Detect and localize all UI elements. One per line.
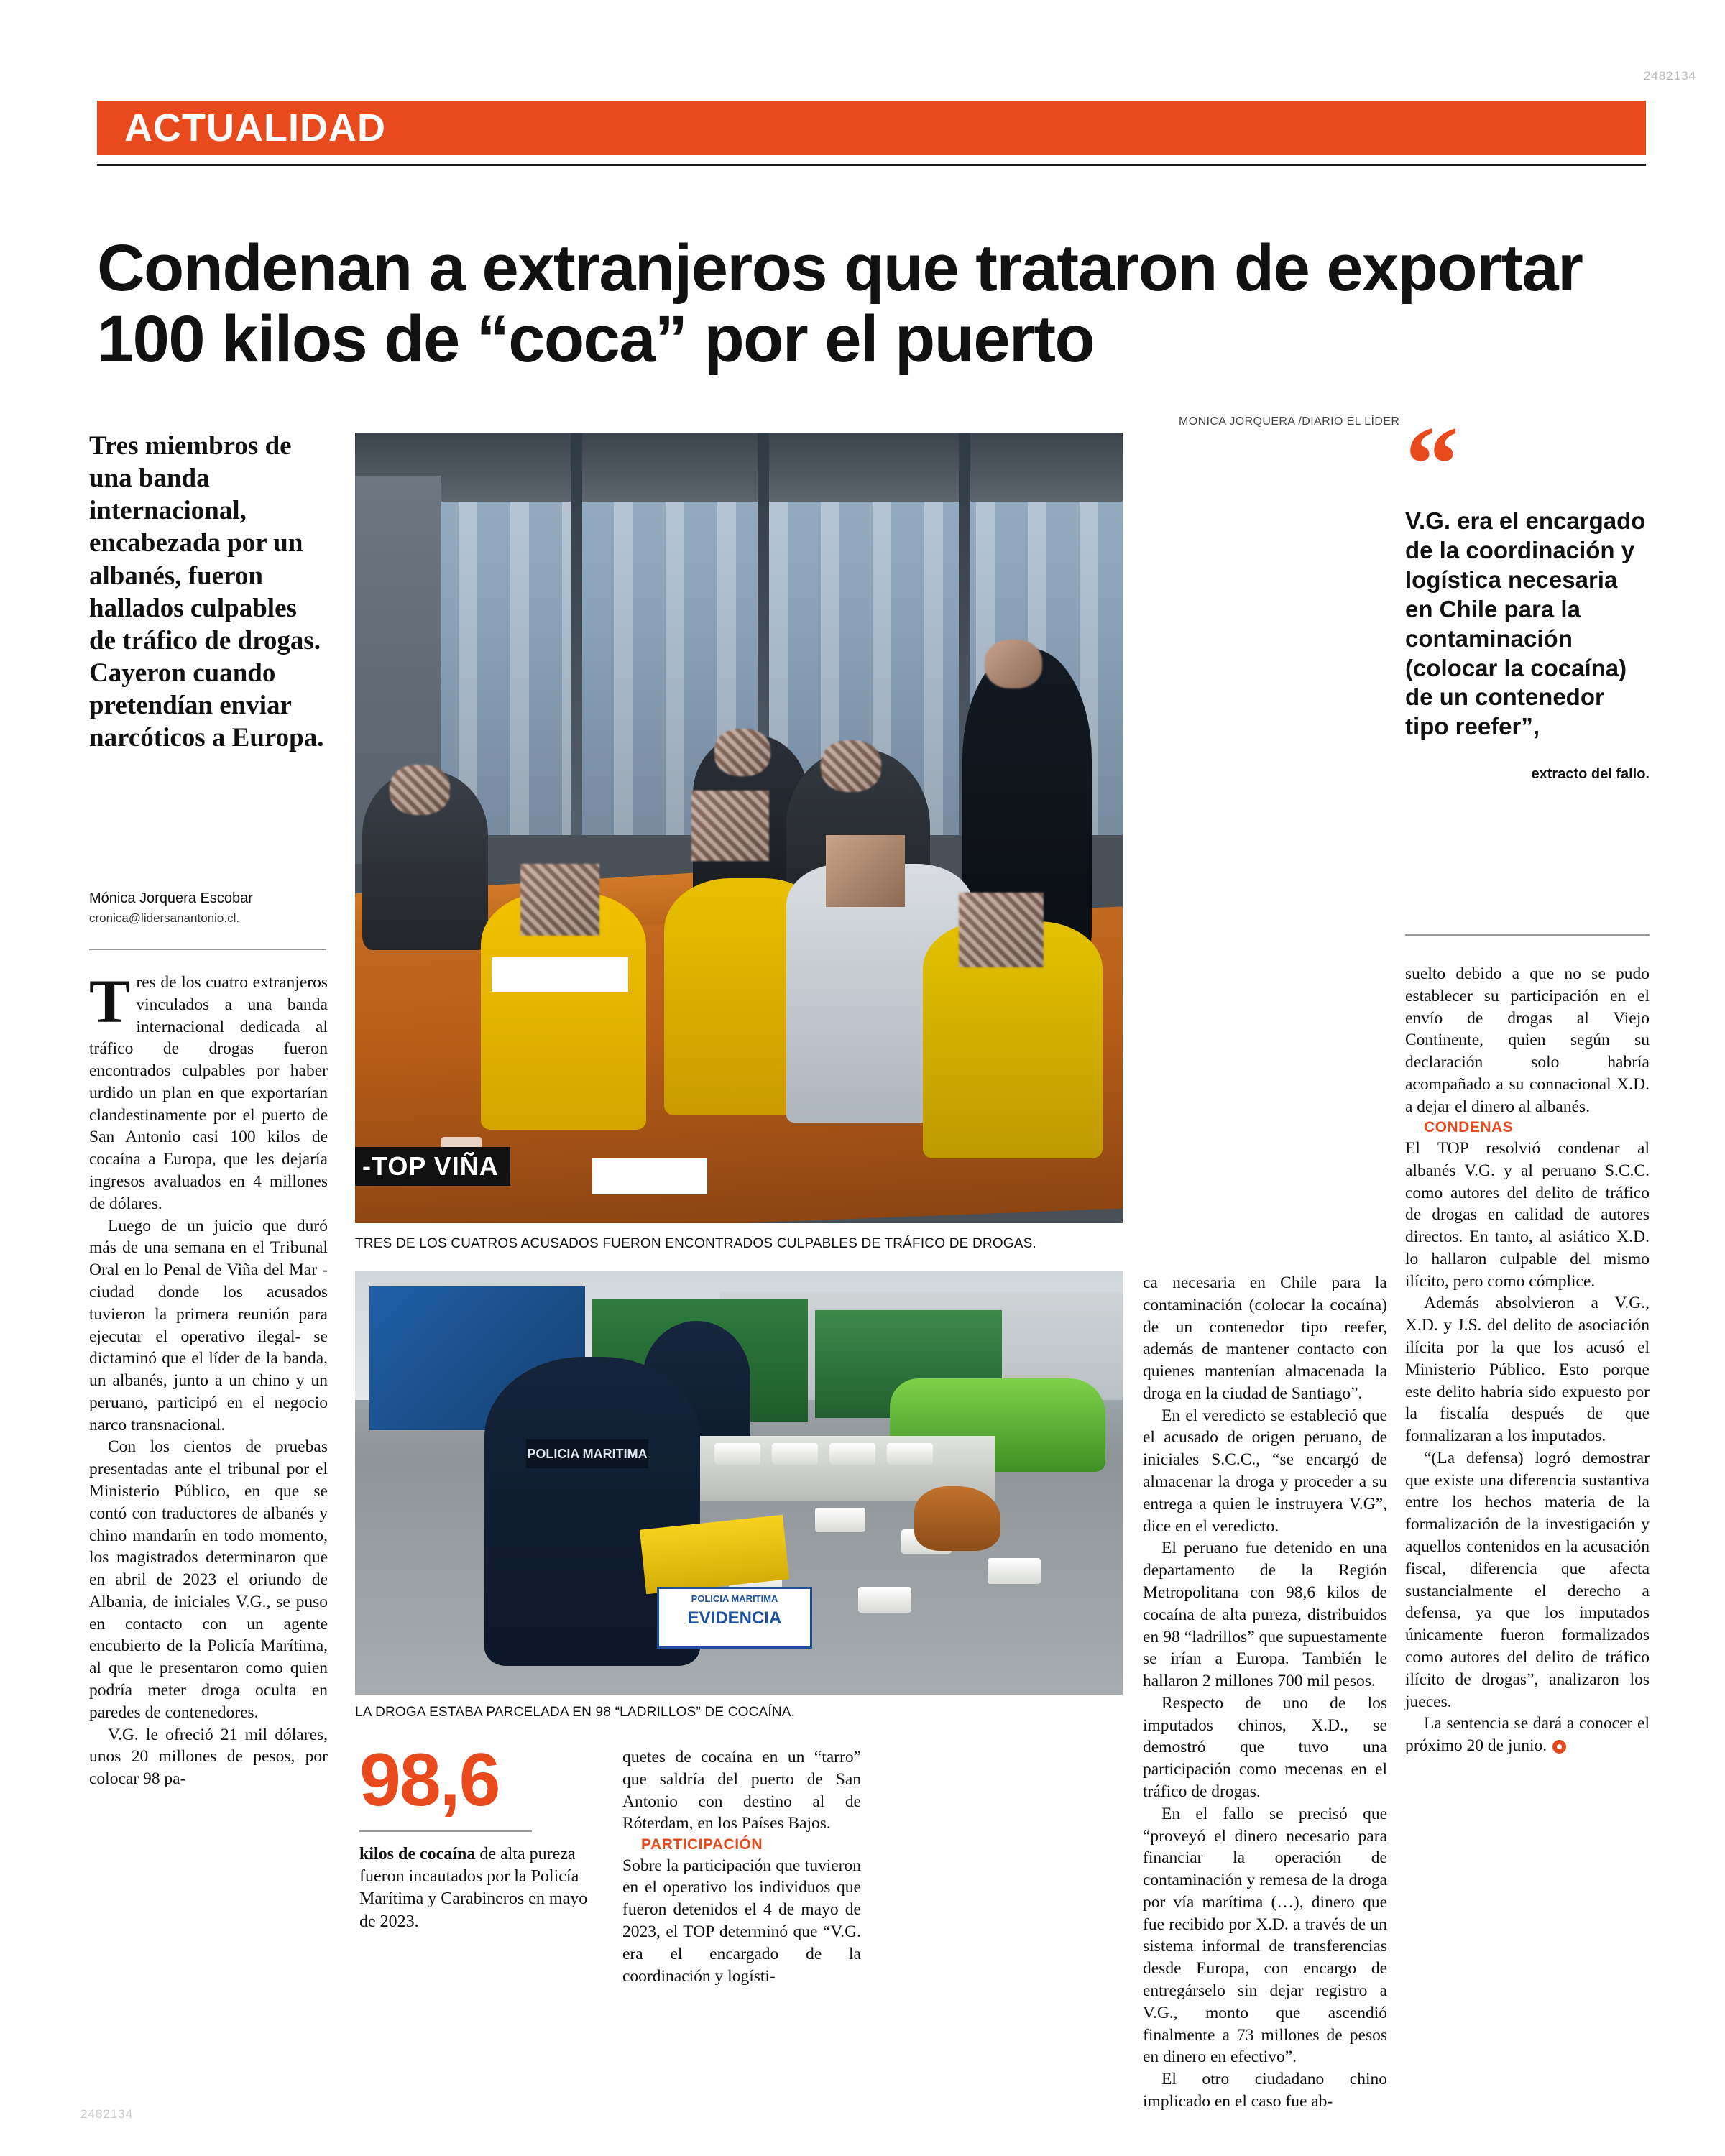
paragraph: V.G. le ofreció 21 mil dólares, unos 20 millones de pesos, por colocar 98 pa- (89, 1725, 328, 1789)
photo-cocaine-brick (815, 1508, 865, 1532)
lead-paragraph: Tres miembros de una banda internacional, encabezada por un albanés, fueron hallados culpables de tráfico de drogas. Cayeron cuando pretendían enviar narcóticos a Europa. (89, 431, 324, 753)
photo-cocaine-brick (772, 1443, 818, 1465)
reference-code-bottom: 2482134 (80, 2107, 134, 2121)
main-photo-caption: TRES DE LOS CUATROS ACUSADOS FUERON ENCONTRADOS CULPABLES DE TRÁFICO DE DROGAS. (355, 1236, 1037, 1251)
page-title: Condenan a extranjeros que trataron de exportar 100 kilos de “coca” por el puerto (97, 231, 1583, 376)
big-number-desc-rest: de alta pureza fueron incautados por la Policía Marítima y Carabineros en mayo de 2023. (359, 1845, 588, 1931)
subheading-participacion: PARTICIPACIÓN (641, 1836, 763, 1853)
byline (89, 888, 326, 928)
pull-quote-source: extracto del fallo. (1531, 766, 1650, 783)
big-number-block (359, 1738, 589, 1933)
evidence-sign-agency: POLICIA MARITIMA (691, 1593, 778, 1604)
photo-ceiling (355, 433, 1123, 502)
paragraph: Luego de un juicio que duró más de una semana en el Tribunal Oral en lo Penal de Viña del Mar -ciudad donde los acusados tuvieron la primera reunión para ejecutar el operativo ilegal- se dictaminó que el líder de la banda, un albanés, junto a un chino y un peruano, participó en el negocio narco transnacional. (89, 1216, 328, 1434)
secondary-photo-caption: LA DROGA ESTABA PARCELADA EN 98 “LADRILLOS” DE COCAÍNA. (355, 1705, 796, 1720)
photo-evidence-sign (657, 1587, 812, 1649)
paragraph: El otro ciudadano chino implicado en el caso fue ab- (1143, 2070, 1387, 2111)
main-photo-credit: MONICA JORQUERA /DIARIO EL LÍDER (1179, 415, 1400, 428)
paragraph: El peruano fue detenido en una departamento de la Región Metropolitana con 98,6 kilos de cocaína de alta pureza, distribuidos en 98 “ladrillos” que supuestamente se irían a Europa. También le hallaron 2 millones 700 mil pesos. (1143, 1539, 1387, 1691)
paragraph: Respecto de uno de los imputados chinos, X.D., se demostró que tuvo una participación como mecenas en el tráfico de drogas. (1143, 1693, 1387, 1801)
paragraph: La sentencia se dará a conocer el próximo 20 de junio. (1405, 1714, 1650, 1756)
secondary-photo (355, 1271, 1123, 1695)
photo-face-blur (821, 740, 881, 792)
big-number-desc-bold: kilos de cocaína (359, 1845, 476, 1864)
paragraph: Tres de los cuatro extranjeros vinculados a una banda internacional dedicada al tráfico de drogas fueron encontrados culpables por haber urdido un plan en que exportarían clandestinamente por el puerto de San Antonio casi 100 kilos de cocaína a Europa, que les dejaría ingresos avaluados en 4 millones de dólares. (89, 967, 328, 1213)
big-number-description (359, 1843, 589, 1933)
photo-sniffer-dog (914, 1486, 1000, 1551)
body-column-3 (1143, 1272, 1387, 2113)
quote-mark-icon: “ (1405, 405, 1455, 524)
photo-cocaine-brick (887, 1443, 933, 1465)
paragraph: Sobre la participación que tuvieron en el operativo los individuos que fueron detenidos el 4 de mayo de 2023, el TOP determinó que “V.G. era el encargado de la coordinación y logísti- (622, 1856, 861, 1986)
paragraph: quetes de cocaína en un “tarro” que saldría del puerto de San Antonio con destino al de Róterdam, en los Países Bajos. (622, 1748, 861, 1833)
body-column-2 (622, 1746, 861, 1987)
main-photo (355, 433, 1123, 1223)
photo-paper (492, 957, 628, 992)
section-banner (97, 101, 1646, 155)
dropcap: T (89, 967, 131, 1036)
paragraph: ca necesaria en Chile para la contaminación (colocar la cocaína) de un contenedor tipo reefer, además de mantener contacto con quienes mantenían almacenada la droga en la ciudad de Santiago”. (1143, 1273, 1387, 1403)
photo-face-blur (390, 765, 450, 815)
big-number-rule (359, 1830, 532, 1832)
subheading-condenas: CONDENAS (1424, 1119, 1514, 1136)
photo-cocaine-brick (714, 1443, 760, 1465)
byline-author: Mónica Jorquera Escobar (89, 890, 253, 906)
photo-window-mullion (571, 433, 582, 835)
body-column-1 (89, 967, 328, 1790)
photo-paper (592, 1158, 707, 1194)
photo-face (985, 640, 1042, 688)
photo-face-blur (520, 864, 599, 936)
photo-cocaine-brick (988, 1558, 1041, 1584)
photo-cocaine-brick (858, 1587, 911, 1613)
pull-quote (1405, 405, 1650, 783)
photo-vest-label: POLICIA MARITIMA (526, 1439, 648, 1468)
end-mark-icon (1552, 1740, 1566, 1754)
pull-quote-text: V.G. era el encargado de la coordinación y logística necesaria en Chile para la contaminación (colocar la cocaína) de un contenedor tipo reefer”, (1405, 507, 1646, 740)
photo-face (826, 835, 905, 907)
body-column-4 (1405, 963, 1650, 1757)
photo-face-blur (714, 729, 770, 776)
banner-rule (97, 164, 1646, 166)
section-label: ACTUALIDAD (124, 106, 386, 149)
evidence-sign-text: EVIDENCIA (687, 1608, 782, 1628)
paragraph: suelto debido a que no se pudo establecer su participación en el envío de drogas al Viejo Continente, quien según su declaración solo habría acompañado a su connacional X.D. a dejar el dinero al albanés. (1405, 964, 1650, 1116)
photo-overlay-tag: -TOP VIÑA (355, 1147, 510, 1186)
paragraph: “(La defensa) logró demostrar que existe una diferencia sustantiva entre los hechos materia de la formalización de la investigación y aquellos contenidos en la acusación fiscal, diferencia que afecta sustancialmente el derecho a defensa, ya que los imputados únicamente fueron formalizados como autores del delito de tráfico ilícito de drogas”, analizaron los jueces. (1405, 1448, 1650, 1711)
paragraph: En el veredicto se estableció que el acusado de origen peruano, de iniciales S.C.C., “se encargó de almacenar la droga y proceder a su entrega a quien le instruyera V.G”, dice en el veredicto. (1143, 1406, 1387, 1536)
big-number-value: 98,6 (359, 1738, 500, 1822)
paragraph: En el fallo se precisó que “proveyó el dinero necesario para financiar la operación de contaminación y remesa de la droga por vía marítima (…), dinero que fue recibido por X.D. a través de un sistema informal de transferencias desde Europa, con encargo de entregárselo sin dejar registro a V.G., monto que ascendió finalmente a 73 millones de pesos en dinero en efectivo”. (1143, 1804, 1387, 2067)
photo-face-blur (959, 893, 1044, 967)
photo-face-blur (691, 791, 769, 861)
paragraph: El TOP resolvió condenar al albanés V.G. y al peruano S.C.C. como autores del delito de tráfico de drogas en calidad de autores directos. En tanto, al asiático X.D. lo hallaron culpable del mismo ilícito, pero como cómplice. (1405, 1138, 1650, 1291)
byline-email: cronica@lidersanantonio.cl. (89, 911, 240, 925)
quote-rule (1405, 934, 1650, 936)
paragraph: Además absolvieron a V.G., X.D. y J.S. del delito de asociación ilícita por la que los acusó el Ministerio Público. Esto porque este delito habría sido expuesto por la fiscalía después de que formalizaran a los imputados. (1405, 1294, 1650, 1446)
byline-rule (89, 949, 326, 950)
photo-cocaine-brick (829, 1443, 875, 1465)
paragraph: Con los cientos de pruebas presentadas ante el tribunal por el Ministerio Público, en que se contó con traductores de albanés y chino mandarín en todo momento, los magistrados determinaron que en abril de 2023 el oriundo de Albania, de iniciales V.G., se puso en contacto con un agente encubierto de la Policía Marítima, al que le presentaron como quien podría meter droga oculta en paredes de contenedores. (89, 1437, 328, 1722)
reference-code-top: 2482134 (1643, 69, 1696, 83)
